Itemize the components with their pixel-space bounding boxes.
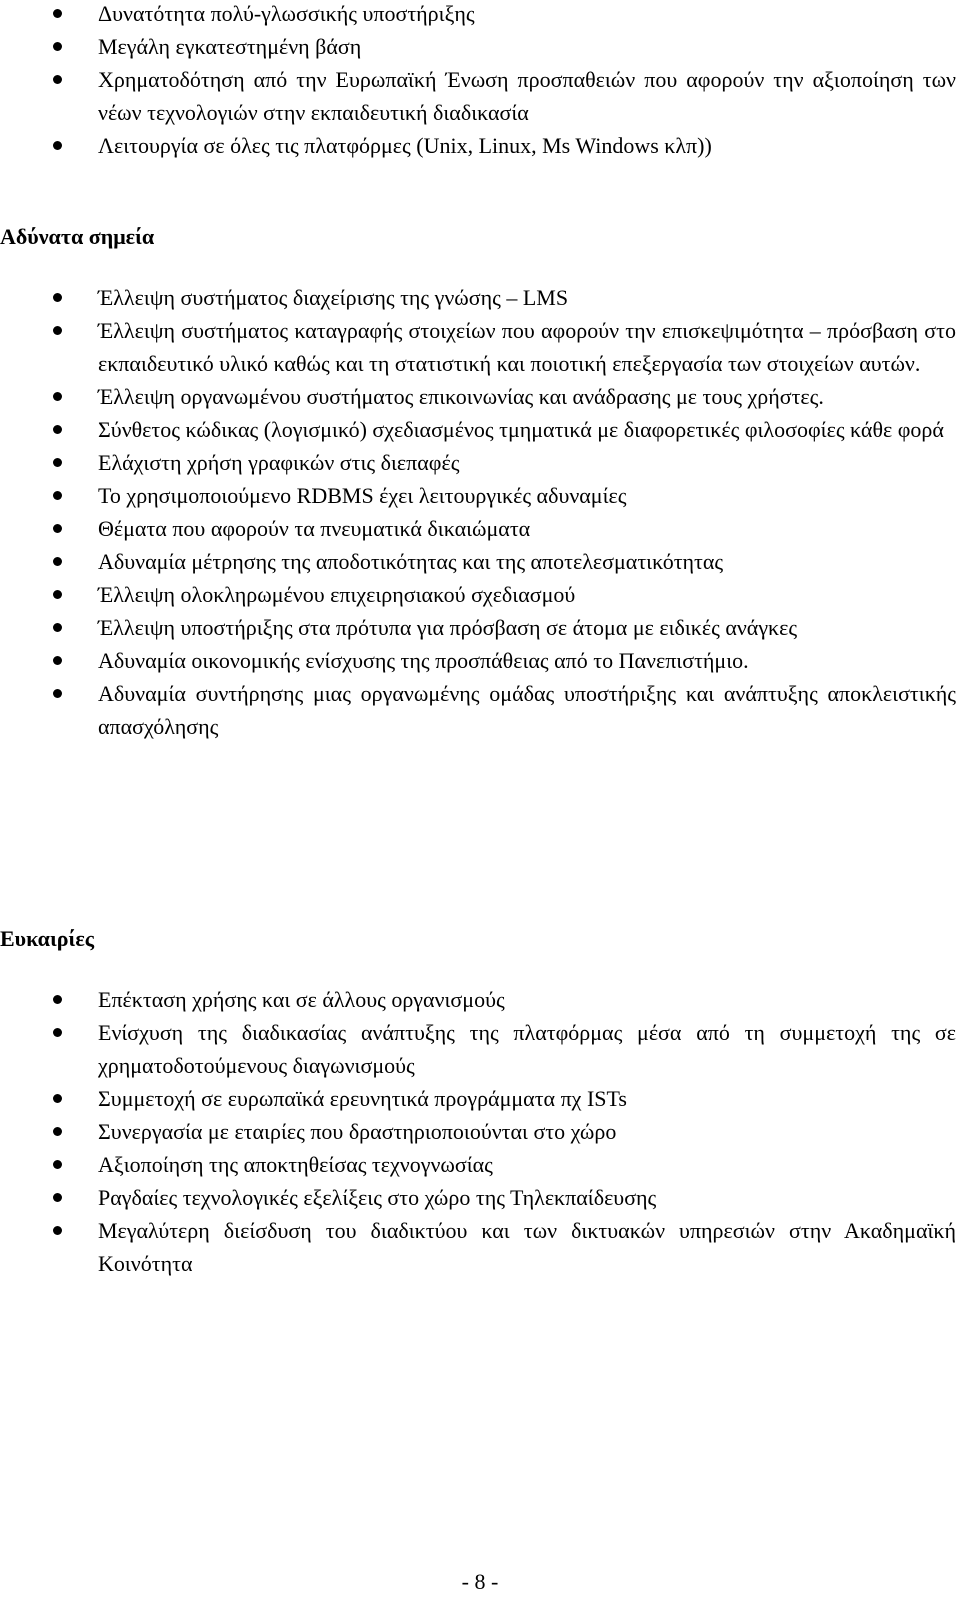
strengths-section xyxy=(0,0,960,162)
list-item: Σύνθετος κώδικας (λογισμικό) σχεδιασμένος τμηματικά με διαφορετικές φιλοσοφίες κάθε φορά xyxy=(0,413,960,446)
list-item: Αδυναμία μέτρησης της αποδοτικότητας και της αποτελεσματικότητας xyxy=(0,545,960,578)
list-item: Επέκταση χρήσης και σε άλλους οργανισμούς xyxy=(0,983,960,1016)
strengths-list xyxy=(0,0,960,162)
list-item: Έλλειψη συστήματος διαχείρισης της γνώσης – LMS xyxy=(0,281,960,314)
list-item: Χρηματοδότηση από την Ευρωπαϊκή Ένωση προσπαθειών που αφορούν την αξιοποίηση των νέων τεχνολογιών στην εκπαιδευτική διαδικασία xyxy=(0,63,960,129)
list-item: Έλλειψη συστήματος καταγραφής στοιχείων που αφορούν την επισκεψιμότητα – πρόσβαση στο εκπαιδευτικό υλικό καθώς και τη στατιστική και ποιοτική επεξεργασία των στοιχείων αυτών. xyxy=(0,314,960,380)
list-item: Ελάχιστη χρήση γραφικών στις διεπαφές xyxy=(0,446,960,479)
opportunities-section xyxy=(0,983,960,1280)
list-item: Συμμετοχή σε ευρωπαϊκά ερευνητικά προγράμματα πχ ISTs xyxy=(0,1082,960,1115)
weaknesses-list xyxy=(0,281,960,743)
list-item: Έλλειψη ολοκληρωμένου επιχειρησιακού σχεδιασμού xyxy=(0,578,960,611)
list-item: Μεγαλύτερη διείσδυση του διαδικτύου και των δικτυακών υπηρεσιών στην Ακαδημαϊκή Κοινότητα xyxy=(0,1214,960,1280)
list-item: Ραγδαίες τεχνολογικές εξελίξεις στο χώρο της Τηλεκπαίδευσης xyxy=(0,1181,960,1214)
opportunities-list xyxy=(0,983,960,1280)
list-item: Θέματα που αφορούν τα πνευματικά δικαιώματα xyxy=(0,512,960,545)
list-item: Αδυναμία οικονομικής ενίσχυσης της προσπάθειας από το Πανεπιστήμιο. xyxy=(0,644,960,677)
list-item: Λειτουργία σε όλες τις πλατφόρμες (Unix, Linux, Ms Windows κλπ)) xyxy=(0,129,960,162)
list-item: Συνεργασία με εταιρίες που δραστηριοποιούνται στο χώρο xyxy=(0,1115,960,1148)
list-item: Δυνατότητα πολύ-γλωσσικής υποστήριξης xyxy=(0,0,960,30)
opportunities-heading: Ευκαιρίες xyxy=(0,926,95,951)
list-item: Αδυναμία συντήρησης μιας οργανωμένης ομάδας υποστήριξης και ανάπτυξης αποκλειστικής απασχόλησης xyxy=(0,677,960,743)
list-item: Έλλειψη οργανωμένου συστήματος επικοινωνίας και ανάδρασης με τους χρήστες. xyxy=(0,380,960,413)
weaknesses-heading: Αδύνατα σημεία xyxy=(0,224,155,249)
page-number: - 8 - xyxy=(461,1569,499,1594)
list-item: Αξιοποίηση της αποκτηθείσας τεχνογνωσίας xyxy=(0,1148,960,1181)
list-item: Μεγάλη εγκατεστημένη βάση xyxy=(0,30,960,63)
weaknesses-section xyxy=(0,281,960,743)
list-item: Έλλειψη υποστήριξης στα πρότυπα για πρόσβαση σε άτομα με ειδικές ανάγκες xyxy=(0,611,960,644)
list-item: Το χρησιμοποιούμενο RDBMS έχει λειτουργικές αδυναμίες xyxy=(0,479,960,512)
list-item: Ενίσχυση της διαδικασίας ανάπτυξης της πλατφόρμας μέσα από τη συμμετοχή της σε χρηματοδοτούμενους διαγωνισμούς xyxy=(0,1016,960,1082)
